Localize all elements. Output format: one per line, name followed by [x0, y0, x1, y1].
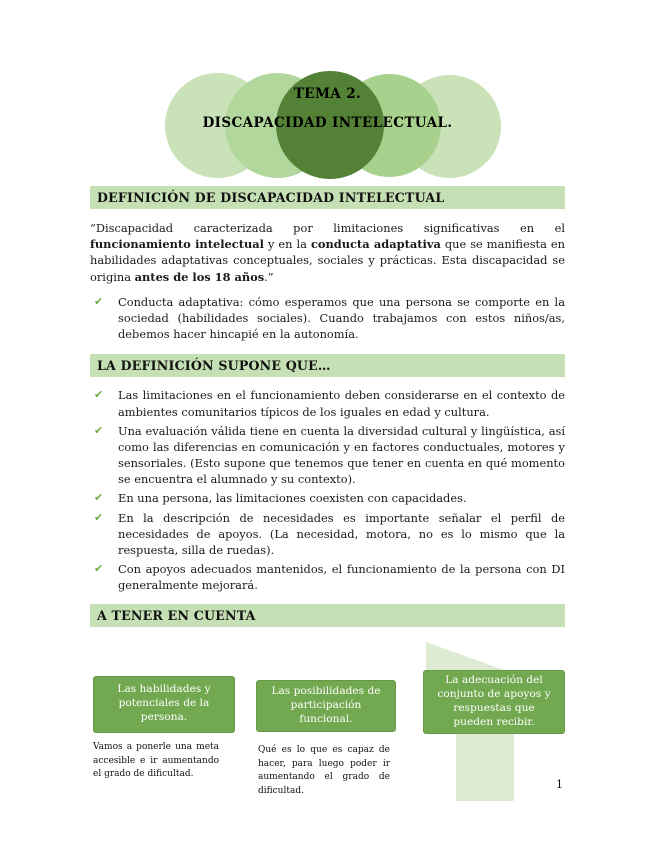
checkmark-icon: ✔	[94, 294, 104, 308]
diagram-box-habilidades: Las habilidades y potenciales de la persona.	[93, 676, 235, 733]
section-header-tener-en-cuenta: A TENER EN CUENTA	[90, 604, 565, 627]
diagram-note-habilidades: Vamos a ponerle una meta accesible e ir aumentando el grado de dificultad.	[93, 741, 219, 780]
diagram-box-apoyos: La adecuación del conjunto de apoyos y respuestas que pueden recibir.	[423, 670, 565, 734]
document-title	[90, 88, 565, 130]
list-item	[94, 423, 565, 488]
list-item	[94, 510, 565, 559]
supone-bullet-list	[90, 387, 565, 593]
bullet-text: Con apoyos adecuados mantenidos, el funcionamiento de la persona con DI generalmente mejorará.	[118, 562, 565, 593]
bold-term-funcionamiento: funcionamiento intelectual	[90, 237, 264, 252]
checkmark-icon: ✔	[94, 388, 104, 402]
text-segment-2: y en la	[263, 237, 311, 252]
checkmark-icon: ✔	[94, 423, 104, 437]
title-line-1: TEMA 2.	[293, 86, 362, 102]
list-item	[94, 490, 565, 506]
section-header-supone: LA DEFINICIÓN SUPONE QUE…	[90, 354, 565, 377]
diagram-note-participacion: Qué es lo que es capaz de hacer, para luego poder ir aumentando el grado de dificultad.	[258, 744, 390, 797]
bullet-text: En la descripción de necesidades es importante señalar el perfil de necesidades de apoyos. (La necesidad, motora, no es lo mismo que la respuesta, silla de ruedas).	[118, 510, 565, 557]
list-item	[94, 294, 565, 343]
title-line-2: DISCAPACIDAD INTELECTUAL.	[202, 114, 453, 131]
checkmark-icon: ✔	[94, 510, 104, 524]
bullet-text: Una evaluación válida tiene en cuenta la diversidad cultural y lingüística, así como las diferencias en comunicación y en factores conductuales, motores y sensoriales. (Esto supone que tenemos que tener en cuenta en qué momento se encuentra el alumnado y su contexto).	[118, 423, 565, 487]
smartart-diagram	[90, 640, 565, 832]
diagram-box-participacion: Las posibilidades de participación funcional.	[256, 680, 396, 732]
text-segment-1: “Discapacidad caracterizada por limitaciones significativas en el	[90, 221, 565, 235]
text-segment-3: que se manifiesta en habilidades adaptativas conceptuales, sociales y prácticas. Esta discapacidad se origina	[90, 237, 565, 284]
bold-term-18-anos: antes de los 18 años	[134, 269, 265, 284]
definition-paragraph	[90, 220, 565, 285]
page-number: 1	[556, 778, 563, 791]
checkmark-icon: ✔	[94, 491, 104, 505]
bullet-text: Conducta adaptativa: cómo esperamos que una persona se comporte en la sociedad (habilidades sociales). Cuando trabajamos con estos niños/as, debemos hacer hincapié en la autonomía.	[118, 294, 565, 342]
list-item	[94, 561, 565, 593]
bold-term-conducta: conducta adaptativa	[310, 237, 441, 252]
list-item	[94, 387, 565, 419]
text-segment-4: .”	[264, 269, 274, 284]
bullet-text: En una persona, las limitaciones coexisten con capacidades.	[118, 491, 467, 506]
section-header-definicion: DEFINICIÓN DE DISCAPACIDAD INTELECTUAL	[90, 186, 565, 209]
title-banner	[90, 0, 565, 186]
bullet-text: Las limitaciones en el funcionamiento deben considerarse en el contexto de ambientes comunitarios típicos de los iguales en edad y cultura.	[118, 388, 565, 419]
right-arrow-shape	[90, 640, 565, 832]
checkmark-icon: ✔	[94, 562, 104, 576]
